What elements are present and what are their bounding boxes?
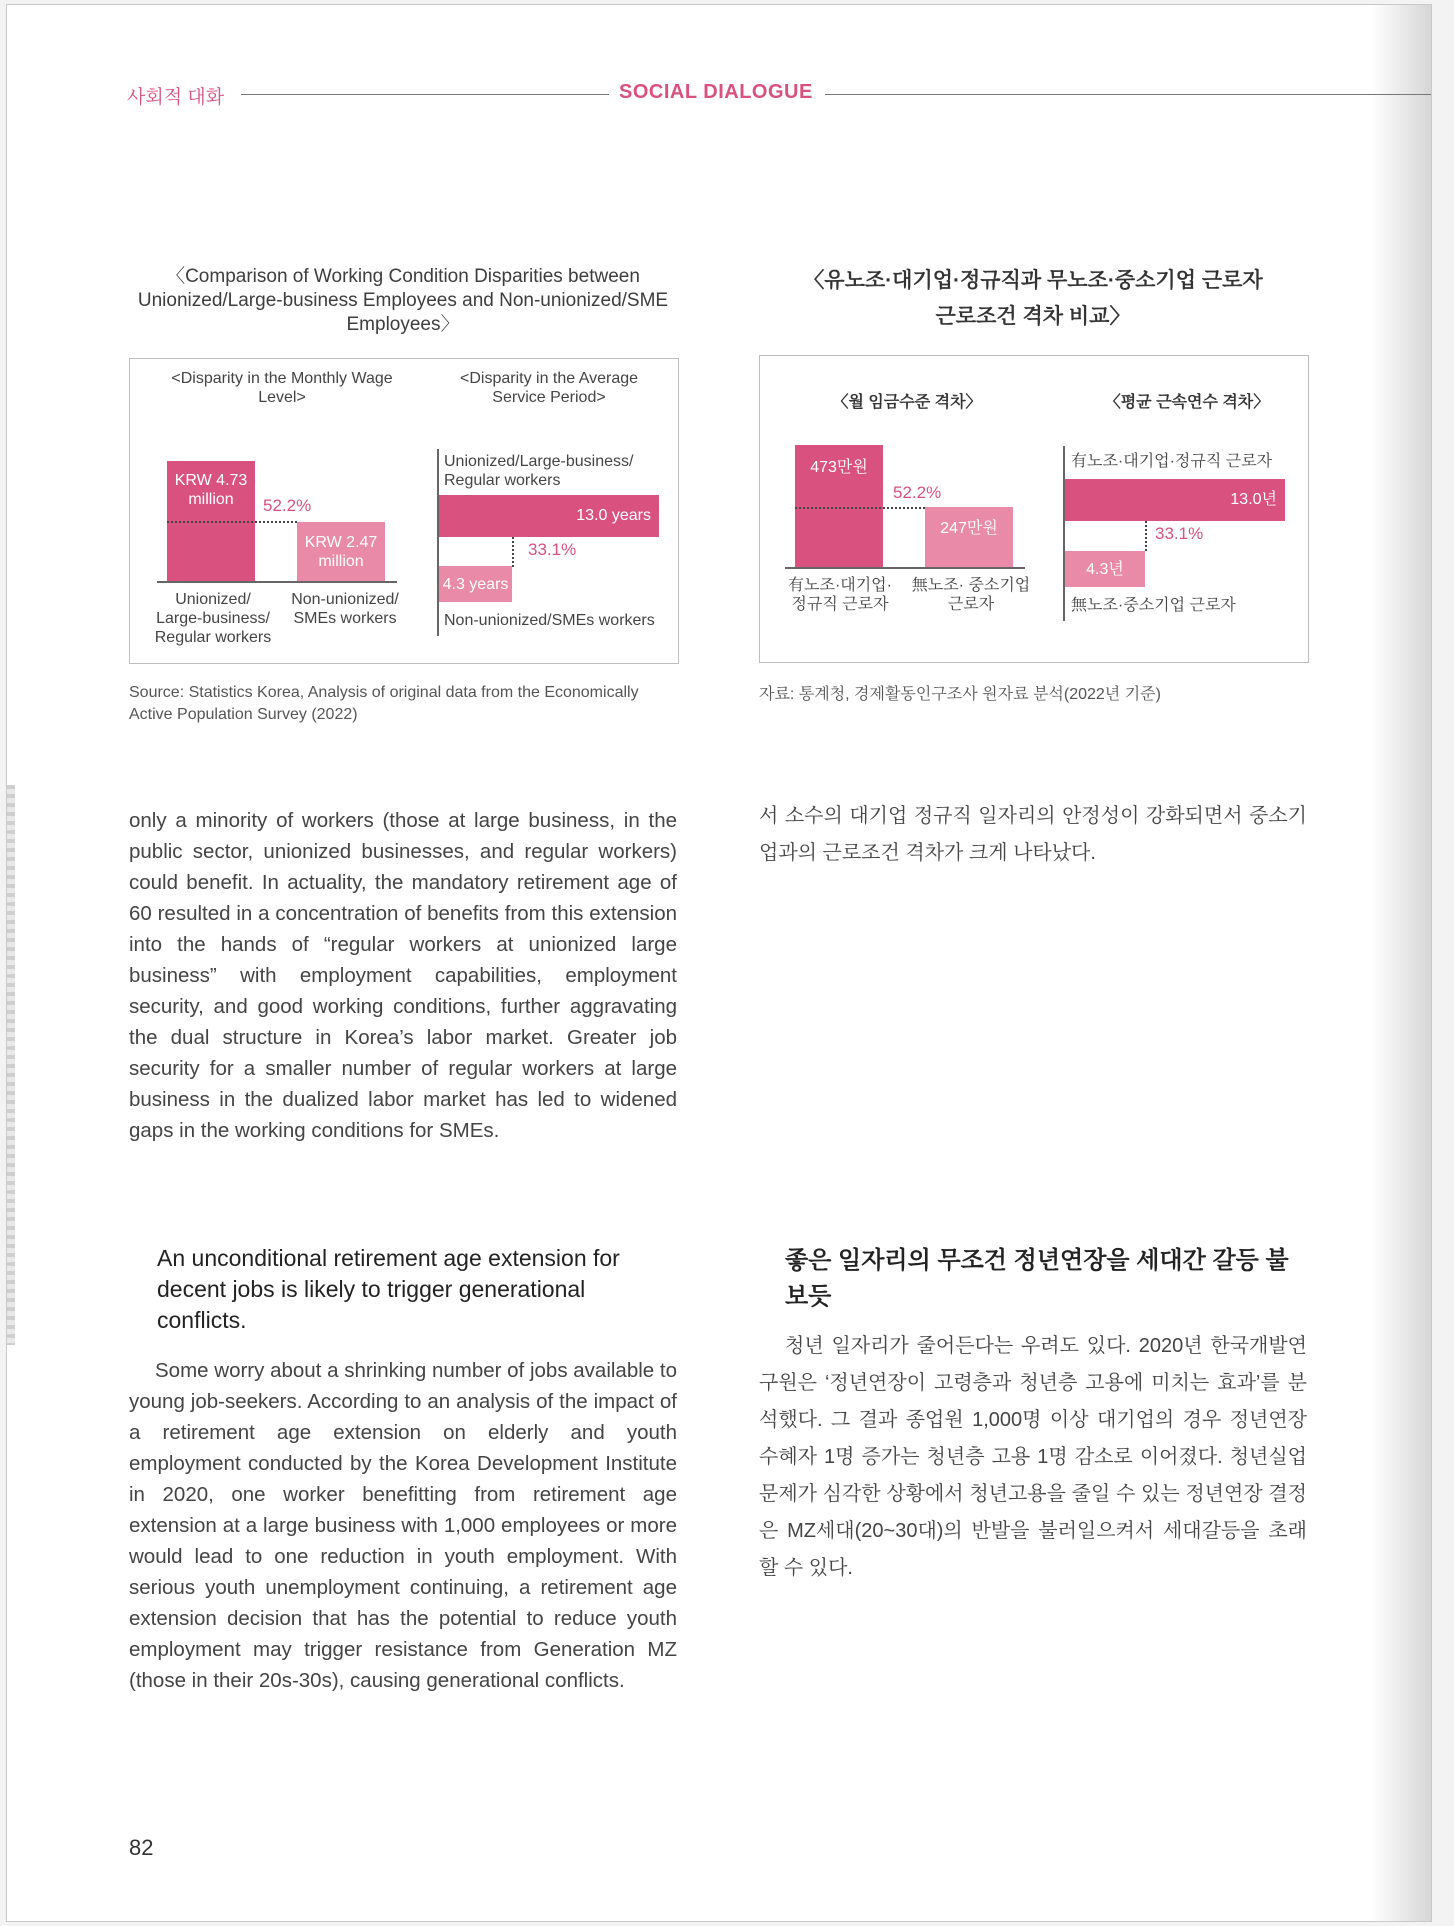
service-panel-title-ko: 〈평균 근속연수 격차〉: [1104, 394, 1270, 411]
service-ratio-line-ko: [1145, 521, 1147, 551]
wage-bar-unionized-value-en: KRW 4.73 million: [174, 472, 248, 508]
service-label-sme-en: Non-unionized/SMEs workers: [444, 612, 655, 629]
wage-panel-title-en: <Disparity in the Monthly Wage Level>: [171, 370, 393, 406]
chart-source-ko: 자료: 통계청, 경제활동인구조사 원자료 분석(2022년 기준): [759, 686, 1161, 703]
wage-label-sme-en: Non-unionized/ SMEs workers: [291, 591, 399, 627]
wage-ratio-en: 52.2%: [263, 496, 312, 515]
chart-caption-ko-line2: 근로조건 격차 비교〉: [935, 305, 1131, 328]
page-shadow: [1371, 5, 1431, 1921]
service-ratio-en: 33.1%: [528, 540, 577, 559]
service-bar-unionized-value-ko: 13.0년: [1230, 491, 1277, 508]
service-ratio-line-en: [512, 537, 514, 567]
service-ratio-ko: 33.1%: [1155, 524, 1204, 543]
page-edge: [7, 785, 15, 1345]
section-heading-ko: 좋은 일자리의 무조건 정년연장을 세대간 갈등 불보듯: [785, 1247, 1289, 1310]
wage-label-sme-ko: 無노조· 중소기업 근로자: [911, 577, 1031, 613]
magazine-page: [6, 4, 1432, 1922]
wage-ratio-line-ko: [795, 507, 925, 509]
service-axis-ko: [1063, 446, 1065, 621]
wage-ratio-line-en: [167, 521, 297, 523]
section-label-ko: 사회적 대화: [127, 87, 225, 108]
body-paragraph-en-2: Some worry about a shrinking number of jobs available to young job-seekers. According to an analysis of the impact of a retirement age extension on elderly and youth employment conducted by the Korea Development Institute in 2020, one worker benefitting from retirement age extension at a large business with 1,000 employees or more would lead to one reduction in youth employment. With serious youth unemployment continuing, a retirement age extension decision that has the potential to reduce youth employment may trigger resistance from Generation MZ (those in their 20s-30s), causing generational conflicts.: [129, 1359, 677, 1692]
service-label-sme-ko: 無노조·중소기업 근로자: [1071, 597, 1236, 614]
service-axis-en: [437, 449, 439, 636]
wage-bar-sme-value-ko: 247만원: [940, 520, 998, 537]
service-bar-unionized-value-en: 13.0 years: [576, 507, 651, 524]
service-bar-sme-value-en: 4.3 years: [442, 576, 509, 593]
wage-ratio-ko: 52.2%: [893, 483, 942, 502]
body-paragraph-en-1: only a minority of workers (those at large business, in the public sector, unionized businesses, and regular workers) could benefit. In actuality, the mandatory retirement age of 60 resulted in a concentration of benefits from this extension into the hands of “regular workers at unionized large business” with employment capabilities, employment security, and good working conditions, further aggravating the dual structure in Korea’s labor market. Greater job security for a smaller number of regular workers at large business in the dualized labor market has led to widened gaps in the working conditions for SMEs.: [129, 809, 677, 1142]
wage-label-unionized-ko: 有노조·대기업· 정규직 근로자: [788, 577, 892, 613]
header-rule-left: [241, 94, 609, 95]
wage-panel-title-ko: 〈월 임금수준 격차〉: [832, 394, 982, 411]
body-paragraph-ko-1: 서 소수의 대기업 정규직 일자리의 안정성이 강화되면서 중소기업과의 근로조건 격차가 크게 나타났다.: [759, 805, 1307, 864]
wage-bar-unionized-value-ko: 473만원: [810, 459, 868, 476]
page-number: 82: [129, 1835, 154, 1860]
header-rule-right: [825, 94, 1431, 95]
body-paragraph-ko-2: 청년 일자리가 줄어든다는 우려도 있다. 2020년 한국개발연구원은 ‘정년연장이 고령층과 청년층 고용에 미치는 효과’를 분석했다. 그 결과 종업원 1,000명 이상 대기업의 경우 정년연장 수혜자 1명 증가는 청년층 고용 1명 감소로 이어졌다. 청년실업 문제가 심각한 상황에서 청년고용을 줄일 수 있는 정년연장 결정은 MZ세대(20~30대)의 반발을 불러일으켜서 세대갈등을 초래할 수 있다.: [759, 1335, 1307, 1579]
service-panel-title-en: <Disparity in the Average Service Period>: [459, 370, 639, 406]
chart-caption-en: 〈Comparison of Working Condition Disparities between Unionized/Large-business Employees and Non-unionized/SME Employees〉: [137, 266, 669, 335]
chart-caption-ko-line1: 〈유노조·대기업·정규직과 무노조·중소기업 근로자: [803, 269, 1263, 292]
service-bar-sme-value-ko: 4.3년: [1086, 561, 1124, 578]
section-label-en: SOCIAL DIALOGUE: [619, 81, 813, 103]
chart-caption-ko: [759, 263, 1307, 335]
section-heading-en: An unconditional retirement age extension for decent jobs is likely to trigger generational conflicts.: [157, 1245, 620, 1333]
chart-source-en: Source: Statistics Korea, Analysis of original data from the Economically Active Population Survey (2022): [129, 684, 639, 723]
wage-baseline-ko: [785, 567, 1025, 569]
wage-label-unionized-en: Unionized/ Large-business/ Regular workers: [154, 591, 272, 646]
wage-baseline-en: [157, 581, 397, 583]
service-label-unionized-ko: 有노조·대기업·정규직 근로자: [1071, 453, 1273, 470]
wage-bar-sme-value-en: KRW 2.47 million: [304, 534, 378, 570]
service-label-unionized-en: Unionized/Large-business/ Regular workers: [444, 453, 634, 489]
